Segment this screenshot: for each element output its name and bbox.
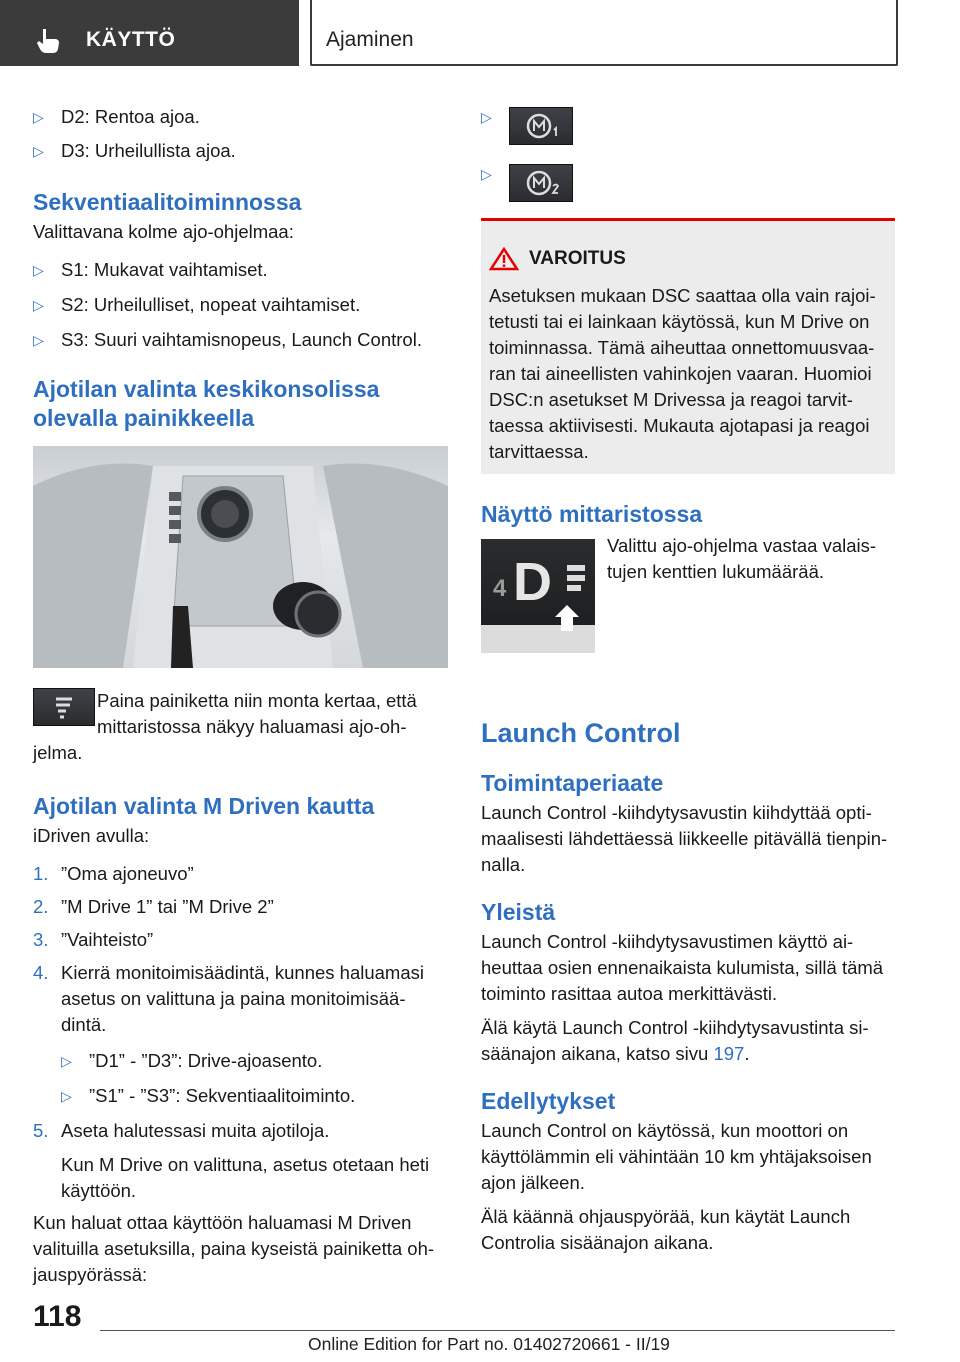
section-heading: Toimintaperiaate (481, 770, 664, 796)
triangle-bullet-icon: ▷ (33, 332, 44, 348)
right-column (481, 100, 895, 1256)
triangle-bullet-icon: ▷ (33, 109, 44, 125)
chapter-title: Ajaminen (326, 28, 414, 51)
section-heading: Näyttö mittaristossa (481, 501, 703, 527)
section-heading: Ajotilan valinta M Driven kautta (33, 793, 375, 819)
step-number: 3. (33, 929, 49, 950)
triangle-bullet-icon: ▷ (481, 166, 492, 182)
warning-title: VAROITUS (529, 248, 626, 269)
paragraph: mittaristossa näkyy haluamasi ajo-oh- (97, 716, 407, 737)
list-item: S3: Suuri vaihtamisnopeus, Launch Control. (61, 329, 422, 350)
triangle-bullet-icon: ▷ (33, 297, 44, 313)
list-item: D3: Urheilullista ajoa. (61, 140, 236, 161)
upshift-arrow-icon (481, 539, 595, 653)
triangle-bullet-icon: ▷ (33, 143, 44, 159)
chapter-header (310, 0, 898, 66)
paragraph: Valittu ajo-ohjelma vastaa valais- (607, 535, 877, 556)
warning-text: Asetuksen mukaan DSC saattaa olla vain rajoi- tetusti tai ei lainkaan käytössä, kun M Drive on toiminnassa. Tämä aiheuttaa onnettomuusvaa- ran tai aineellisten vahinkojen vaaran. Huomioi DSC:n asetukset M Drivessa ja reagoi tarvit- taessa aktiivisesti. Mukauta ajotapasi ja reagoi tarvittaessa. (489, 285, 876, 462)
hand-pointer-icon (34, 25, 64, 55)
left-column (33, 100, 448, 1288)
section-heading: Yleistä (481, 899, 556, 925)
center-console-photo (33, 446, 448, 668)
paragraph: Älä käytä Launch Control -kiihdytysavustinta si- säänajon aikana, katso sivu 197. (481, 1017, 869, 1064)
paragraph: iDriven avulla: (33, 825, 150, 846)
paragraph: Paina painiketta niin monta kertaa, että (97, 690, 417, 711)
step-text: ”Vaihteisto” (61, 929, 154, 950)
step-number: 5. (33, 1120, 49, 1141)
m1-button-image (509, 107, 573, 145)
step-note: Kun M Drive on valittuna, asetus otetaan heti käyttöön. (61, 1154, 430, 1201)
edition-text: Online Edition for Part no. 01402720661 - II/19 (308, 1334, 670, 1354)
page-number: 118 (33, 1300, 82, 1333)
paragraph: Kun haluat ottaa käyttöön haluamasi M Driven valituilla asetuksilla, paina kyseistä painiketta oh- jauspyörässä: (33, 1212, 435, 1285)
triangle-bullet-icon: ▷ (61, 1053, 72, 1069)
paragraph: Launch Control on käytössä, kun moottori on käyttölämmin eli vähintään 10 km yhtäjaksoisen ajon jälkeen. (481, 1120, 872, 1193)
paragraph: jelma. (33, 742, 83, 763)
step-text: Aseta halutessasi muita ajotiloja. (61, 1120, 330, 1141)
warning-triangle-icon (489, 247, 519, 271)
gear-number: 4 (493, 575, 507, 602)
paragraph: tujen kenttien lukumäärää. (607, 561, 824, 582)
step-number: 4. (33, 962, 49, 983)
step-number: 2. (33, 896, 49, 917)
chapter-heading: Launch Control (481, 718, 681, 748)
list-item: S1: Mukavat vaihtamiset. (61, 259, 268, 280)
page-link[interactable]: 197 (713, 1043, 745, 1064)
instrument-display-image (481, 539, 595, 653)
paragraph: Launch Control -kiihdytysavustin kiihdyttää opti- maalisesti lähdettäessä liikkeelle pitävällä tienpin- nalla. (481, 802, 888, 875)
paragraph: Launch Control -kiihdytysavustimen käyttö ai- heuttaa osien ennenaikaista kulumista, sillä tämä toiminto rasittaa autoa merkittävästi. (481, 931, 884, 1004)
warning-box (481, 218, 895, 474)
section-heading: Edellytykset (481, 1088, 616, 1114)
step-text: ”Oma ajoneuvo” (61, 863, 194, 884)
step-number: 1. (33, 863, 49, 884)
triangle-bullet-icon: ▷ (61, 1088, 72, 1104)
triangle-bullet-icon: ▷ (481, 109, 492, 125)
list-item: ”S1” - ”S3”: Sekventiaalitoiminto. (89, 1085, 356, 1106)
paragraph: Valittavana kolme ajo-ohjelmaa: (33, 221, 294, 242)
footer-rule (100, 1330, 895, 1331)
list-item: D2: Rentoa ajoa. (61, 106, 200, 127)
section-tab (0, 0, 299, 66)
list-item: S2: Urheilulliset, nopeat vaihtamiset. (61, 294, 361, 315)
console-button-image (33, 688, 95, 726)
list-item: ”D1” - ”D3”: Drive-ajoasento. (89, 1050, 323, 1071)
step-text: Kierrä monitoimisäädintä, kunnes haluamasi asetus on valittuna ja paina monitoimisää- dintä. (61, 962, 424, 1035)
step-text: ”M Drive 1” tai ”M Drive 2” (61, 896, 274, 917)
console-illustration (33, 446, 448, 668)
section-title: KÄYTTÖ (86, 28, 176, 51)
paragraph: Älä käännä ohjauspyörää, kun käytät Launch Controlia sisäänajon aikana. (481, 1206, 851, 1253)
triangle-bullet-icon: ▷ (33, 262, 44, 278)
m2-button-image (509, 164, 573, 202)
gear-letter: D (513, 552, 552, 612)
section-heading: Ajotilan valinta keskikonsolissa olevalla painikkeella (33, 376, 380, 431)
section-heading: Sekventiaalitoiminnossa (33, 189, 302, 215)
